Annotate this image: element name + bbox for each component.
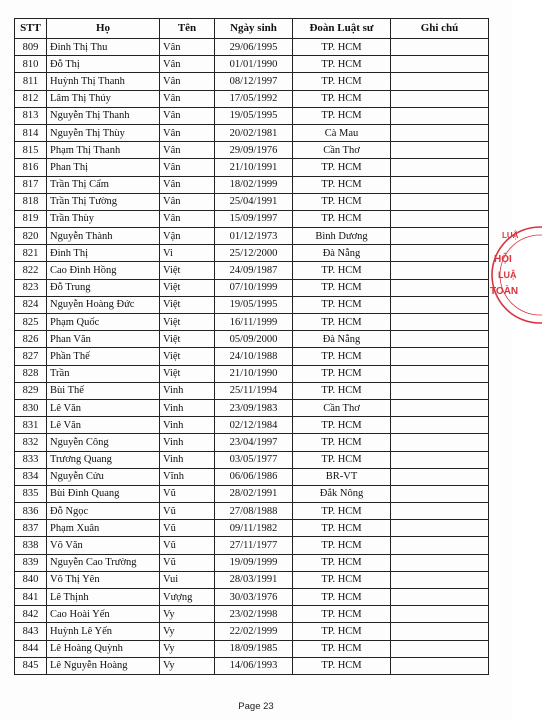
- cell-ho: Bùi Đình Quang: [47, 485, 160, 502]
- cell-doan-luat-su: TP. HCM: [293, 107, 391, 124]
- table-row: [15, 56, 489, 73]
- cell-ten: Việt: [160, 262, 215, 279]
- table-row: [15, 571, 489, 588]
- cell-ten: Vận: [160, 228, 215, 245]
- cell-ten: Vân: [160, 176, 215, 193]
- table-row: [15, 279, 489, 296]
- cell-ghi-chu: [391, 210, 489, 227]
- table-row: [15, 210, 489, 227]
- cell-ghi-chu: [391, 314, 489, 331]
- cell-ten: Vĩnh: [160, 468, 215, 485]
- cell-ngay-sinh: 28/03/1991: [215, 571, 293, 588]
- cell-doan-luat-su: TP. HCM: [293, 279, 391, 296]
- cell-ten: Vinh: [160, 434, 215, 451]
- cell-stt: 841: [15, 589, 47, 606]
- cell-doan-luat-su: TP. HCM: [293, 520, 391, 537]
- cell-doan-luat-su: TP. HCM: [293, 314, 391, 331]
- cell-ngay-sinh: 29/09/1976: [215, 142, 293, 159]
- cell-ngay-sinh: 05/09/2000: [215, 331, 293, 348]
- cell-ngay-sinh: 07/10/1999: [215, 279, 293, 296]
- cell-ten: Vượng: [160, 589, 215, 606]
- cell-doan-luat-su: TP. HCM: [293, 571, 391, 588]
- cell-ghi-chu: [391, 124, 489, 141]
- cell-doan-luat-su: TP. HCM: [293, 348, 391, 365]
- table-header-row: [15, 19, 489, 39]
- cell-ngay-sinh: 02/12/1984: [215, 417, 293, 434]
- cell-ho: Lâm Thị Thúy: [47, 90, 160, 107]
- cell-ngay-sinh: 24/10/1988: [215, 348, 293, 365]
- cell-ho: Phạm Thị Thanh: [47, 142, 160, 159]
- cell-ho: Trần Thị Cẩm: [47, 176, 160, 193]
- cell-ho: Đinh Thị Thu: [47, 39, 160, 56]
- cell-stt: 825: [15, 314, 47, 331]
- cell-stt: 833: [15, 451, 47, 468]
- cell-ngay-sinh: 01/01/1990: [215, 56, 293, 73]
- page-number: Page 23: [238, 701, 274, 712]
- table-row: [15, 623, 489, 640]
- cell-stt: 809: [15, 39, 47, 56]
- cell-stt: 824: [15, 296, 47, 313]
- cell-ghi-chu: [391, 159, 489, 176]
- cell-ghi-chu: [391, 365, 489, 382]
- cell-stt: 831: [15, 417, 47, 434]
- cell-ghi-chu: [391, 623, 489, 640]
- cell-stt: 842: [15, 606, 47, 623]
- cell-doan-luat-su: Đắk Nông: [293, 485, 391, 502]
- table-row: [15, 382, 489, 399]
- cell-ngay-sinh: 01/12/1973: [215, 228, 293, 245]
- cell-doan-luat-su: Cần Thơ: [293, 142, 391, 159]
- table-row: [15, 365, 489, 382]
- stamp-text: TOÀN: [490, 286, 519, 297]
- cell-doan-luat-su: TP. HCM: [293, 657, 391, 674]
- cell-stt: 823: [15, 279, 47, 296]
- cell-stt: 839: [15, 554, 47, 571]
- table-row: [15, 245, 489, 262]
- cell-ten: Việt: [160, 314, 215, 331]
- cell-stt: 810: [15, 56, 47, 73]
- cell-ho: Phan Thị: [47, 159, 160, 176]
- cell-ho: Lê Văn: [47, 417, 160, 434]
- cell-ho: Cao Đình Hồng: [47, 262, 160, 279]
- header-ten: Tên: [160, 19, 215, 39]
- cell-ho: Phan Văn: [47, 331, 160, 348]
- cell-ghi-chu: [391, 142, 489, 159]
- cell-stt: 843: [15, 623, 47, 640]
- cell-ho: Phạm Quốc: [47, 314, 160, 331]
- cell-ten: Vân: [160, 210, 215, 227]
- cell-ten: Việt: [160, 279, 215, 296]
- cell-ten: Việt: [160, 365, 215, 382]
- table-row: [15, 434, 489, 451]
- cell-doan-luat-su: TP. HCM: [293, 606, 391, 623]
- table-row: [15, 503, 489, 520]
- cell-ho: Đỗ Ngọc: [47, 503, 160, 520]
- cell-ten: Vân: [160, 73, 215, 90]
- cell-stt: 828: [15, 365, 47, 382]
- cell-ngay-sinh: 19/05/1995: [215, 107, 293, 124]
- cell-ghi-chu: [391, 73, 489, 90]
- cell-ho: Trương Quang: [47, 451, 160, 468]
- cell-ghi-chu: [391, 107, 489, 124]
- cell-doan-luat-su: TP. HCM: [293, 382, 391, 399]
- cell-ten: Việt: [160, 296, 215, 313]
- cell-doan-luat-su: TP. HCM: [293, 56, 391, 73]
- cell-ho: Cao Hoài Yến: [47, 606, 160, 623]
- cell-ngay-sinh: 22/02/1999: [215, 623, 293, 640]
- cell-ten: Vũ: [160, 520, 215, 537]
- cell-ghi-chu: [391, 39, 489, 56]
- cell-ten: Vinh: [160, 451, 215, 468]
- table-row: [15, 296, 489, 313]
- table-row: [15, 124, 489, 141]
- cell-doan-luat-su: Cà Mau: [293, 124, 391, 141]
- cell-stt: 838: [15, 537, 47, 554]
- cell-stt: 812: [15, 90, 47, 107]
- cell-stt: 840: [15, 571, 47, 588]
- table-row: [15, 228, 489, 245]
- cell-ghi-chu: [391, 468, 489, 485]
- cell-ho: Nguyễn Hoàng Đức: [47, 296, 160, 313]
- cell-ngay-sinh: 27/11/1977: [215, 537, 293, 554]
- cell-ghi-chu: [391, 399, 489, 416]
- cell-ho: Đinh Thị: [47, 245, 160, 262]
- cell-stt: 814: [15, 124, 47, 141]
- header-ho: Họ: [47, 19, 160, 39]
- cell-doan-luat-su: TP. HCM: [293, 589, 391, 606]
- cell-doan-luat-su: TP. HCM: [293, 451, 391, 468]
- cell-stt: 835: [15, 485, 47, 502]
- cell-stt: 845: [15, 657, 47, 674]
- table-row: [15, 193, 489, 210]
- cell-ten: Việt: [160, 348, 215, 365]
- header-ghi-chu: Ghi chú: [391, 19, 489, 39]
- cell-ghi-chu: [391, 331, 489, 348]
- cell-ngay-sinh: 25/11/1994: [215, 382, 293, 399]
- cell-ghi-chu: [391, 434, 489, 451]
- cell-doan-luat-su: TP. HCM: [293, 417, 391, 434]
- cell-ten: Vân: [160, 142, 215, 159]
- cell-ngay-sinh: 03/05/1977: [215, 451, 293, 468]
- cell-ho: Nguyễn Thành: [47, 228, 160, 245]
- cell-ghi-chu: [391, 228, 489, 245]
- cell-ho: Huỳnh Lê Yến: [47, 623, 160, 640]
- cell-ghi-chu: [391, 245, 489, 262]
- cell-ngay-sinh: 18/02/1999: [215, 176, 293, 193]
- header-ngay-sinh: Ngày sinh: [215, 19, 293, 39]
- cell-stt: 817: [15, 176, 47, 193]
- cell-ho: Nguyễn Thị Thùy: [47, 124, 160, 141]
- table-row: [15, 589, 489, 606]
- cell-ten: Vy: [160, 640, 215, 657]
- table-row: [15, 314, 489, 331]
- lawyer-roster-table: [14, 18, 489, 675]
- cell-ngay-sinh: 30/03/1976: [215, 589, 293, 606]
- cell-ten: Vân: [160, 56, 215, 73]
- cell-ghi-chu: [391, 657, 489, 674]
- cell-ho: Trần Thùy: [47, 210, 160, 227]
- cell-stt: 830: [15, 399, 47, 416]
- cell-doan-luat-su: TP. HCM: [293, 90, 391, 107]
- cell-ho: Võ Thị Yên: [47, 571, 160, 588]
- table-row: [15, 176, 489, 193]
- cell-ghi-chu: [391, 176, 489, 193]
- cell-ho: Nguyễn Cao Trường: [47, 554, 160, 571]
- cell-ho: Nguyễn Thị Thanh: [47, 107, 160, 124]
- cell-ten: Vy: [160, 623, 215, 640]
- cell-ho: Lê Văn: [47, 399, 160, 416]
- cell-ghi-chu: [391, 606, 489, 623]
- cell-ghi-chu: [391, 382, 489, 399]
- cell-ngay-sinh: 23/04/1997: [215, 434, 293, 451]
- table-row: [15, 399, 489, 416]
- cell-ho: Lê Hoàng Quỳnh: [47, 640, 160, 657]
- cell-ghi-chu: [391, 571, 489, 588]
- cell-stt: 832: [15, 434, 47, 451]
- cell-ngay-sinh: 15/09/1997: [215, 210, 293, 227]
- cell-ngay-sinh: 19/05/1995: [215, 296, 293, 313]
- cell-stt: 827: [15, 348, 47, 365]
- header-doan-luat-su: Đoàn Luật sư: [293, 19, 391, 39]
- cell-ngay-sinh: 06/06/1986: [215, 468, 293, 485]
- table-row: [15, 640, 489, 657]
- cell-ngay-sinh: 21/10/1991: [215, 159, 293, 176]
- cell-ghi-chu: [391, 193, 489, 210]
- cell-stt: 821: [15, 245, 47, 262]
- cell-doan-luat-su: TP. HCM: [293, 210, 391, 227]
- cell-ngay-sinh: 19/09/1999: [215, 554, 293, 571]
- cell-doan-luat-su: TP. HCM: [293, 73, 391, 90]
- cell-ngay-sinh: 23/09/1983: [215, 399, 293, 416]
- cell-ghi-chu: [391, 503, 489, 520]
- cell-ghi-chu: [391, 640, 489, 657]
- cell-ngay-sinh: 20/02/1981: [215, 124, 293, 141]
- cell-doan-luat-su: TP. HCM: [293, 193, 391, 210]
- cell-ten: Vy: [160, 657, 215, 674]
- table-row: [15, 485, 489, 502]
- cell-ten: Vân: [160, 159, 215, 176]
- cell-ten: Vui: [160, 571, 215, 588]
- cell-stt: 844: [15, 640, 47, 657]
- table-row: [15, 520, 489, 537]
- table-row: [15, 73, 489, 90]
- cell-stt: 837: [15, 520, 47, 537]
- cell-ho: Phạm Xuân: [47, 520, 160, 537]
- table-row: [15, 468, 489, 485]
- table-row: [15, 262, 489, 279]
- cell-doan-luat-su: TP. HCM: [293, 296, 391, 313]
- stamp-text: LUẬ: [498, 270, 517, 280]
- cell-ten: Vân: [160, 193, 215, 210]
- cell-doan-luat-su: Cần Thơ: [293, 399, 391, 416]
- table-row: [15, 90, 489, 107]
- cell-ngay-sinh: 29/06/1995: [215, 39, 293, 56]
- cell-stt: 816: [15, 159, 47, 176]
- red-seal-stamp: [482, 220, 542, 330]
- cell-ngay-sinh: 18/09/1985: [215, 640, 293, 657]
- table-body: [15, 39, 489, 675]
- cell-stt: 813: [15, 107, 47, 124]
- cell-stt: 836: [15, 503, 47, 520]
- table-row: [15, 331, 489, 348]
- cell-ho: Trần: [47, 365, 160, 382]
- cell-ghi-chu: [391, 520, 489, 537]
- cell-ngay-sinh: 28/02/1991: [215, 485, 293, 502]
- cell-doan-luat-su: TP. HCM: [293, 537, 391, 554]
- cell-ghi-chu: [391, 554, 489, 571]
- cell-doan-luat-su: TP. HCM: [293, 503, 391, 520]
- cell-ghi-chu: [391, 56, 489, 73]
- cell-ghi-chu: [391, 296, 489, 313]
- table-row: [15, 451, 489, 468]
- table-row: [15, 159, 489, 176]
- table-row: [15, 537, 489, 554]
- cell-stt: 826: [15, 331, 47, 348]
- cell-doan-luat-su: TP. HCM: [293, 262, 391, 279]
- cell-ten: Vinh: [160, 417, 215, 434]
- cell-ho: Nguyễn Cửu: [47, 468, 160, 485]
- cell-stt: 811: [15, 73, 47, 90]
- cell-doan-luat-su: TP. HCM: [293, 159, 391, 176]
- cell-ngay-sinh: 24/09/1987: [215, 262, 293, 279]
- cell-ho: Bùi Thế: [47, 382, 160, 399]
- cell-ten: Vũ: [160, 485, 215, 502]
- cell-ten: Vy: [160, 606, 215, 623]
- stamp-text: HỘI: [494, 254, 512, 265]
- table-row: [15, 417, 489, 434]
- cell-ho: Đỗ Trung: [47, 279, 160, 296]
- cell-ho: Lê Thịnh: [47, 589, 160, 606]
- cell-ten: Vũ: [160, 537, 215, 554]
- table-row: [15, 142, 489, 159]
- cell-ghi-chu: [391, 485, 489, 502]
- cell-ngay-sinh: 27/08/1988: [215, 503, 293, 520]
- cell-ten: Vinh: [160, 399, 215, 416]
- cell-ngay-sinh: 09/11/1982: [215, 520, 293, 537]
- stamp-text: LUẬ: [502, 231, 519, 240]
- cell-ngay-sinh: 25/04/1991: [215, 193, 293, 210]
- cell-ghi-chu: [391, 262, 489, 279]
- cell-ten: Vân: [160, 39, 215, 56]
- cell-ten: Vũ: [160, 503, 215, 520]
- cell-doan-luat-su: TP. HCM: [293, 554, 391, 571]
- cell-ho: Trần Thị Tường: [47, 193, 160, 210]
- cell-stt: 818: [15, 193, 47, 210]
- cell-ten: Vi: [160, 245, 215, 262]
- cell-ghi-chu: [391, 451, 489, 468]
- cell-ten: Vũ: [160, 554, 215, 571]
- cell-ghi-chu: [391, 417, 489, 434]
- cell-doan-luat-su: TP. HCM: [293, 640, 391, 657]
- cell-ngay-sinh: 14/06/1993: [215, 657, 293, 674]
- cell-ten: Vinh: [160, 382, 215, 399]
- cell-ten: Vân: [160, 124, 215, 141]
- cell-ngay-sinh: 21/10/1990: [215, 365, 293, 382]
- table-row: [15, 606, 489, 623]
- cell-doan-luat-su: TP. HCM: [293, 434, 391, 451]
- cell-doan-luat-su: TP. HCM: [293, 39, 391, 56]
- cell-doan-luat-su: TP. HCM: [293, 623, 391, 640]
- cell-ten: Vân: [160, 90, 215, 107]
- cell-doan-luat-su: TP. HCM: [293, 365, 391, 382]
- cell-ngay-sinh: 23/02/1998: [215, 606, 293, 623]
- table-row: [15, 39, 489, 56]
- cell-ngay-sinh: 25/12/2000: [215, 245, 293, 262]
- cell-doan-luat-su: Bình Dương: [293, 228, 391, 245]
- cell-ho: Võ Văn: [47, 537, 160, 554]
- cell-ten: Việt: [160, 331, 215, 348]
- cell-ghi-chu: [391, 279, 489, 296]
- cell-stt: 829: [15, 382, 47, 399]
- cell-doan-luat-su: BR-VT: [293, 468, 391, 485]
- cell-ten: Vân: [160, 107, 215, 124]
- table-row: [15, 554, 489, 571]
- cell-ho: Nguyễn Công: [47, 434, 160, 451]
- cell-stt: 822: [15, 262, 47, 279]
- cell-doan-luat-su: Đà Nẵng: [293, 331, 391, 348]
- cell-ngay-sinh: 08/12/1997: [215, 73, 293, 90]
- cell-ghi-chu: [391, 90, 489, 107]
- table-row: [15, 348, 489, 365]
- cell-stt: 819: [15, 210, 47, 227]
- cell-ghi-chu: [391, 537, 489, 554]
- header-stt: STT: [15, 19, 47, 39]
- cell-stt: 815: [15, 142, 47, 159]
- table-row: [15, 107, 489, 124]
- cell-ho: Phần Thế: [47, 348, 160, 365]
- cell-doan-luat-su: TP. HCM: [293, 176, 391, 193]
- table-row: [15, 657, 489, 674]
- cell-ghi-chu: [391, 348, 489, 365]
- cell-ho: Đỗ Thị: [47, 56, 160, 73]
- cell-stt: 820: [15, 228, 47, 245]
- cell-stt: 834: [15, 468, 47, 485]
- cell-doan-luat-su: Đà Nẵng: [293, 245, 391, 262]
- cell-ngay-sinh: 16/11/1999: [215, 314, 293, 331]
- cell-ngay-sinh: 17/05/1992: [215, 90, 293, 107]
- cell-ghi-chu: [391, 589, 489, 606]
- cell-ho: Lê Nguyễn Hoàng: [47, 657, 160, 674]
- cell-ho: Huỳnh Thị Thanh: [47, 73, 160, 90]
